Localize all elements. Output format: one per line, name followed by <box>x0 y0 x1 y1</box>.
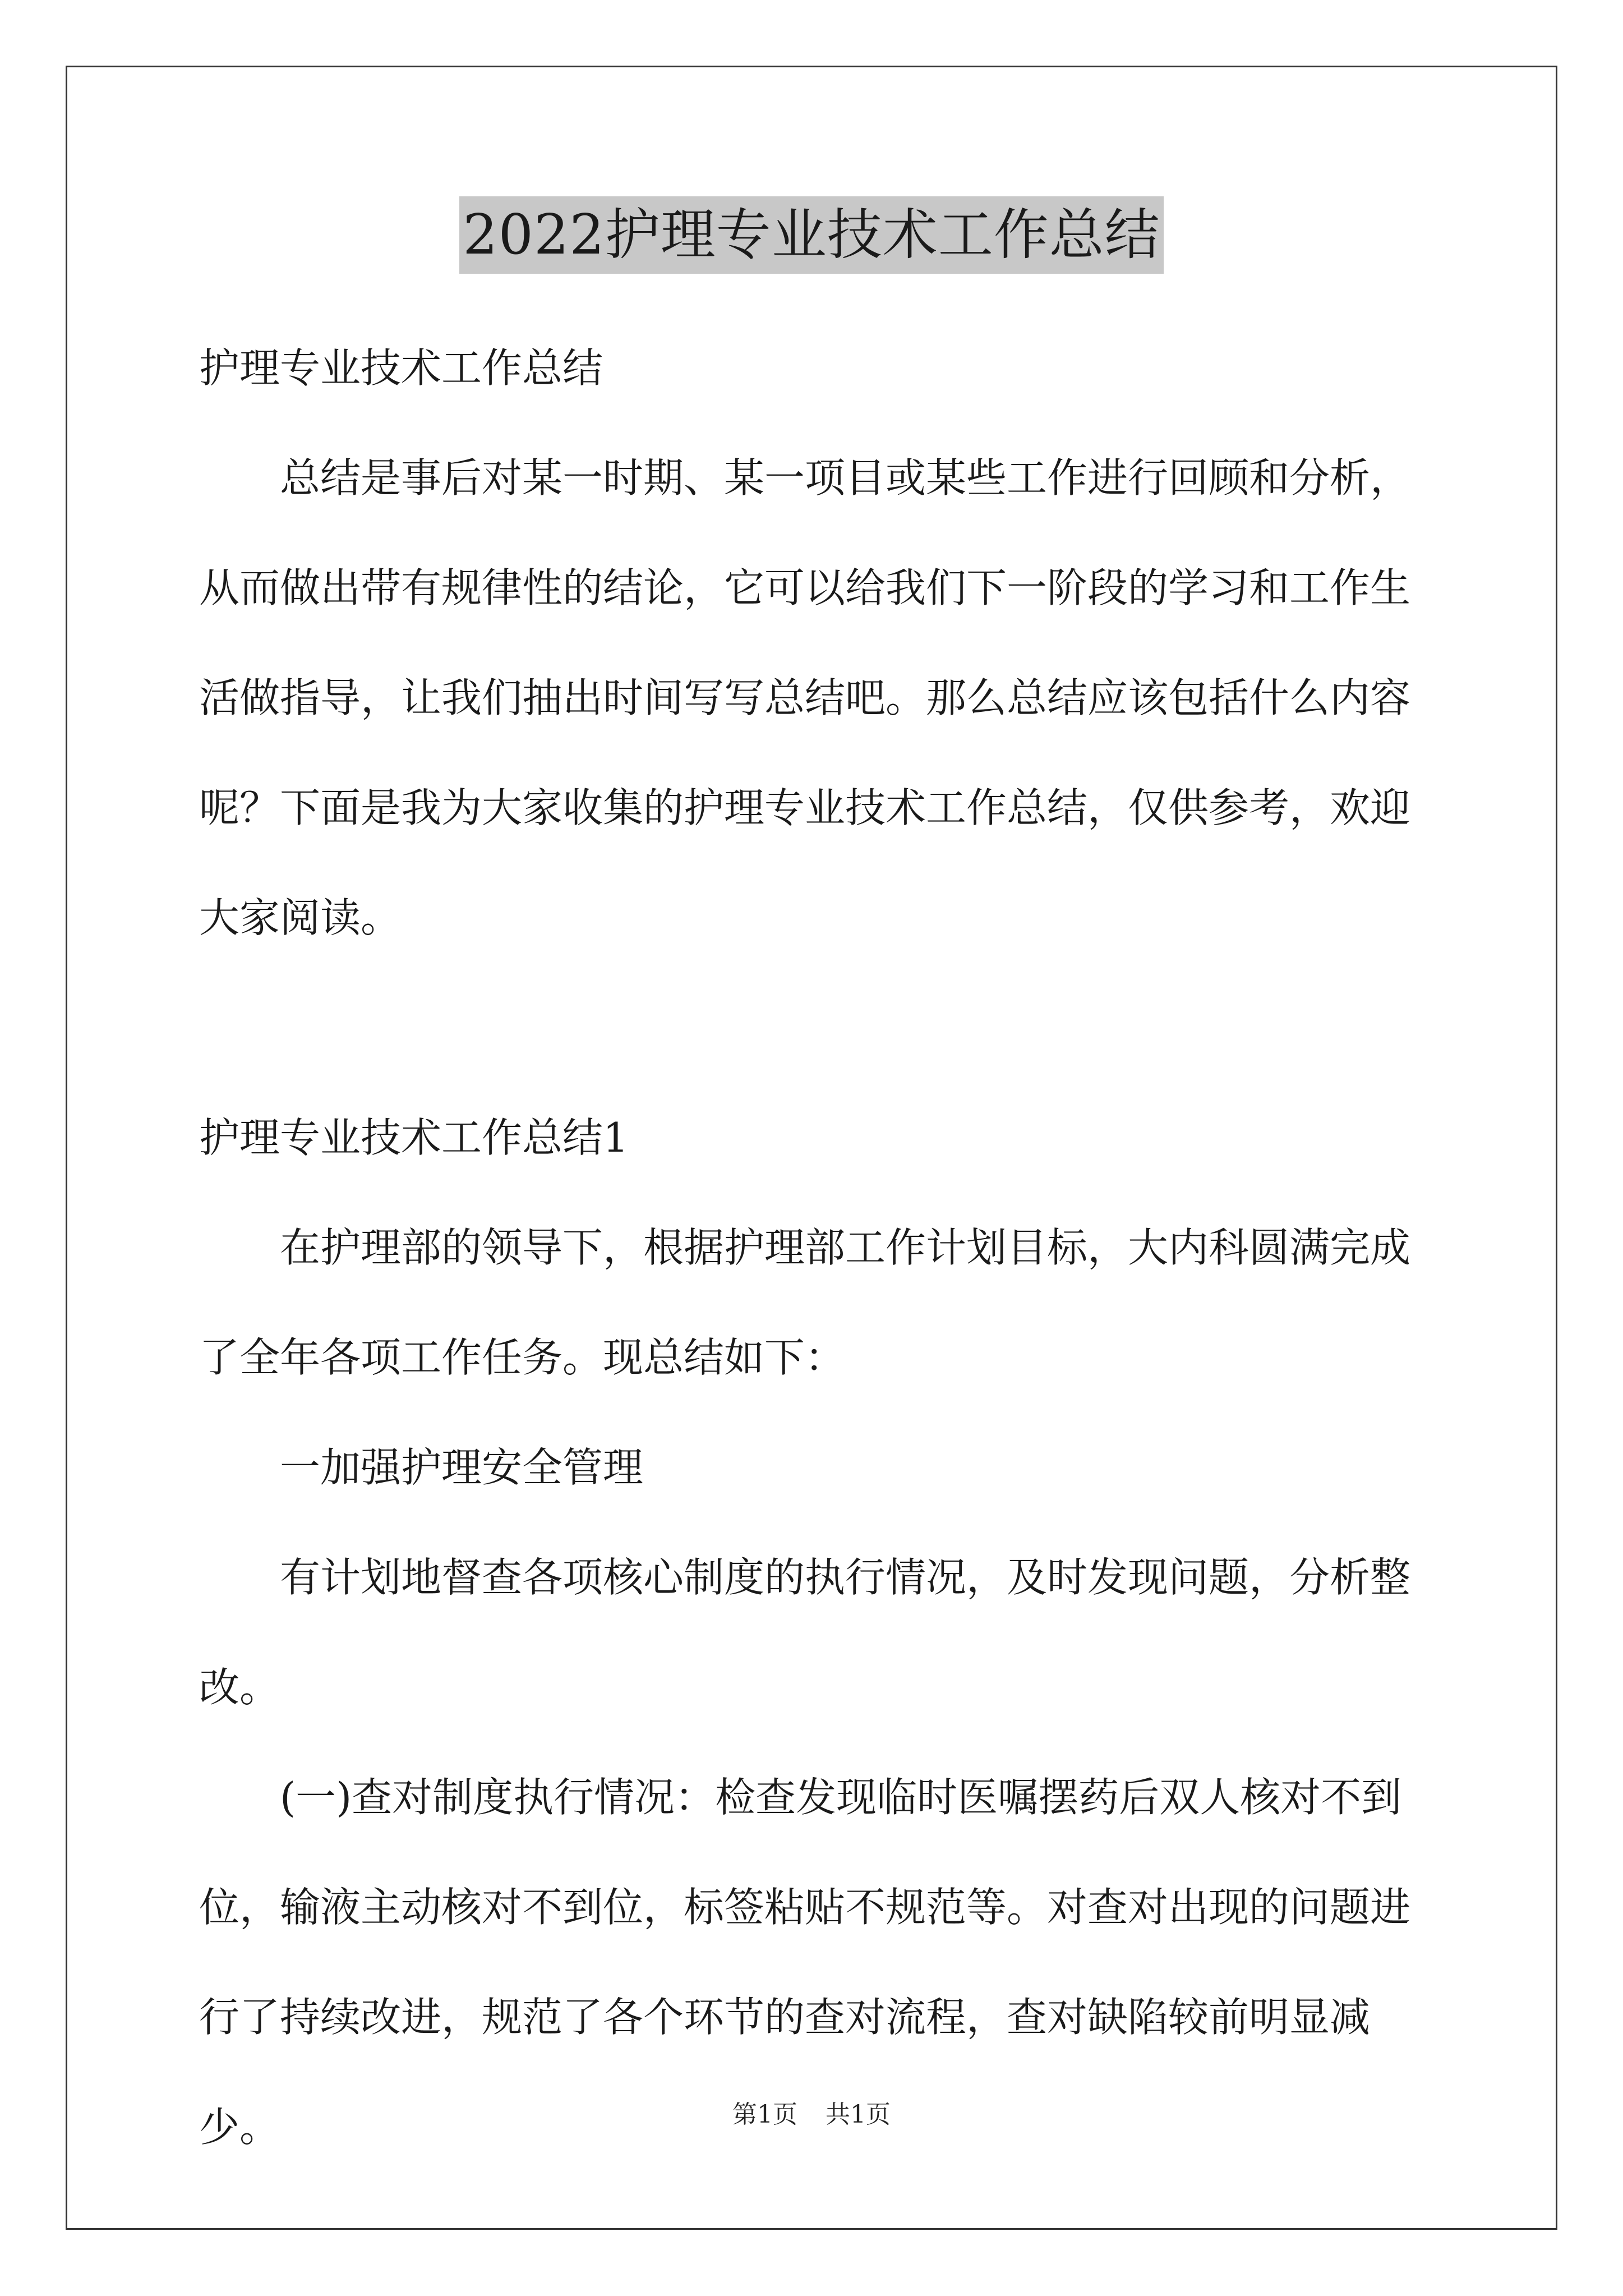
intro-paragraph: 总结是事后对某一时期、某一项目或某些工作进行回顾和分析，从而做出带有规律性的结论，它可以给我们下一阶段的学习和工作生活做指导，让我们抽出时间写写总结吧。那么总结应该包括什么内容呢？下面是我为大家收集的护理专业技术工作总结，仅供参考，欢迎大家阅读。 <box>199 454 1411 941</box>
paragraph-gap <box>199 973 1433 1083</box>
body-paragraph: 在护理部的领导下，根据护理部工作计划目标，大内科圆满完成了全年各项工作任务。现总结如下： <box>199 1224 1411 1381</box>
page-footer <box>0 2098 1623 2132</box>
section-heading: 护理专业技术工作总结1 <box>199 1114 629 1161</box>
body-paragraph: (一)查对制度执行情况：检查发现临时医嘱摆药后双人核对不到位，输液主动核对不到位，标签粘贴不规范等。对查对出现的问题进行了持续改进，规范了各个环节的查对流程，查对缺陷较前明显减少。 <box>199 1774 1411 2151</box>
body-paragraph: 有计划地督查各项核心制度的执行情况，及时发现问题，分析整改。 <box>199 1554 1411 1711</box>
document-body <box>199 313 1433 2182</box>
subtitle-paragraph: 护理专业技术工作总结 <box>199 344 603 392</box>
subsection-heading: 一加强护理安全管理 <box>280 1444 644 1491</box>
page-total: 共1页 <box>826 2100 891 2129</box>
document-title: 2022护理专业技术工作总结 <box>459 196 1163 274</box>
title-container <box>0 196 1623 274</box>
page-number: 第1页 <box>732 2100 797 2129</box>
